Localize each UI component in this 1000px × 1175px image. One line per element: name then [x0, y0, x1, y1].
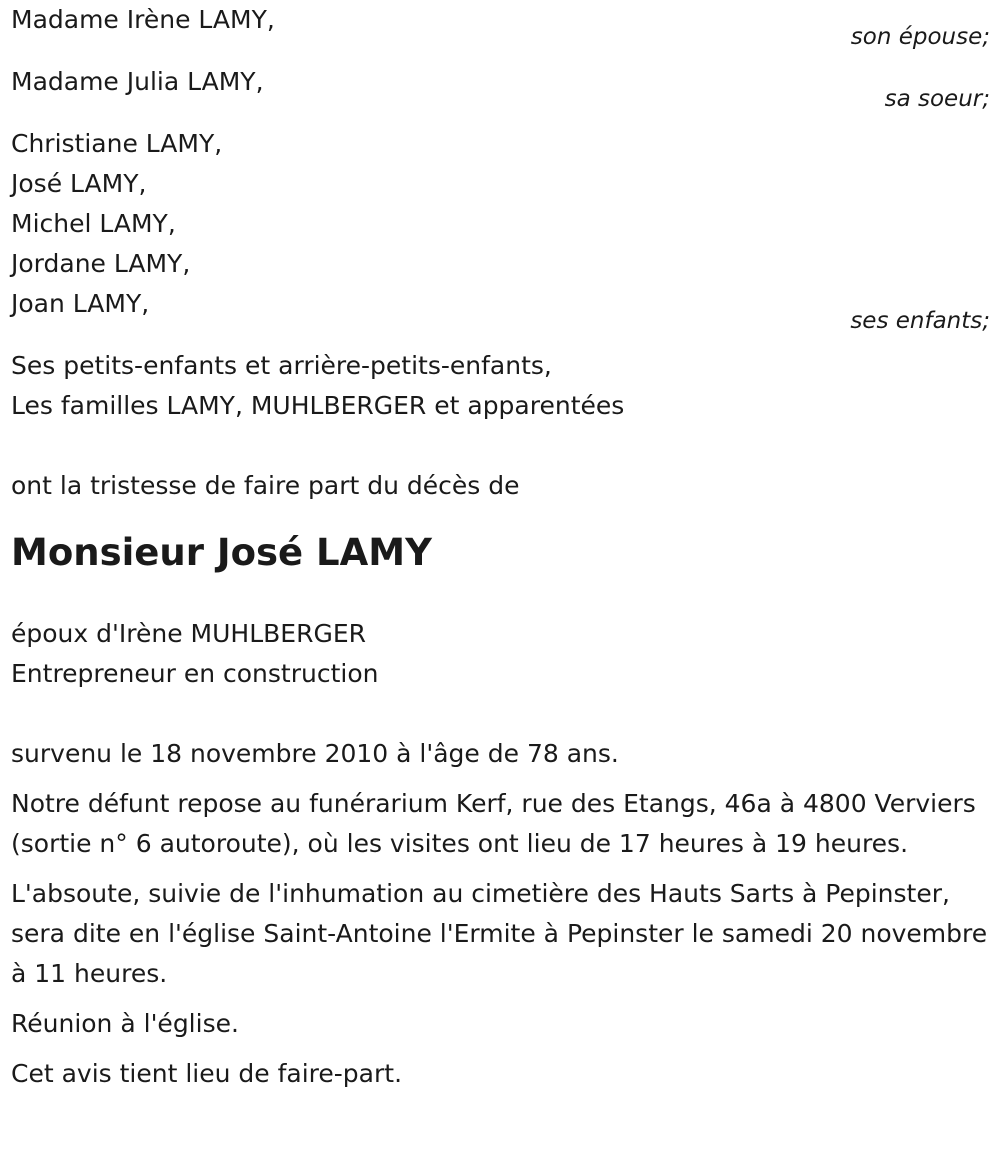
sister-role: sa soeur;: [884, 86, 990, 112]
child-name: Christiane LAMY,: [11, 129, 223, 158]
announcement-text: ont la tristesse de faire part du décès de: [11, 471, 520, 500]
obituary-notice: [11, 0, 990, 1104]
notice-text: Cet avis tient lieu de faire-part.: [11, 1059, 403, 1088]
families-line: Les familles LAMY, MUHLBERGER et apparentées: [11, 391, 625, 420]
funeral-details: L'absoute, suivie de l'inhumation au cimetière des Hauts Sarts à Pepinster, sera dite en l'église Saint-Antoine l'Ermite à Pepinster le samedi 20 novembre à 11 heures.: [11, 879, 988, 988]
child-name: Jordane LAMY,: [11, 249, 191, 278]
deceased-occupation: Entrepreneur en construction: [11, 659, 379, 688]
death-details: survenu le 18 novembre 2010 à l'âge de 78 ans.: [11, 739, 619, 768]
child-name: Joan LAMY,: [11, 289, 150, 318]
sister-name: Madame Julia LAMY,: [11, 67, 264, 96]
deceased-name: Monsieur José LAMY: [11, 531, 432, 574]
meeting-details: Réunion à l'église.: [11, 1009, 239, 1038]
spouse-name: Madame Irène LAMY,: [11, 5, 275, 34]
children-role: ses enfants;: [850, 308, 990, 334]
grandchildren-line: Ses petits-enfants et arrière-petits-enfants,: [11, 351, 552, 380]
deceased-spouse: époux d'Irène MUHLBERGER: [11, 619, 366, 648]
child-name: Michel LAMY,: [11, 209, 176, 238]
children-list: [11, 124, 990, 324]
visitation-details: Notre défunt repose au funérarium Kerf, rue des Etangs, 46a à 4800 Verviers (sortie n° 6 autoroute), où les visites ont lieu de 17 heures à 19 heures.: [11, 789, 976, 858]
child-name: José LAMY,: [11, 169, 147, 198]
spouse-role: son épouse;: [850, 24, 990, 50]
